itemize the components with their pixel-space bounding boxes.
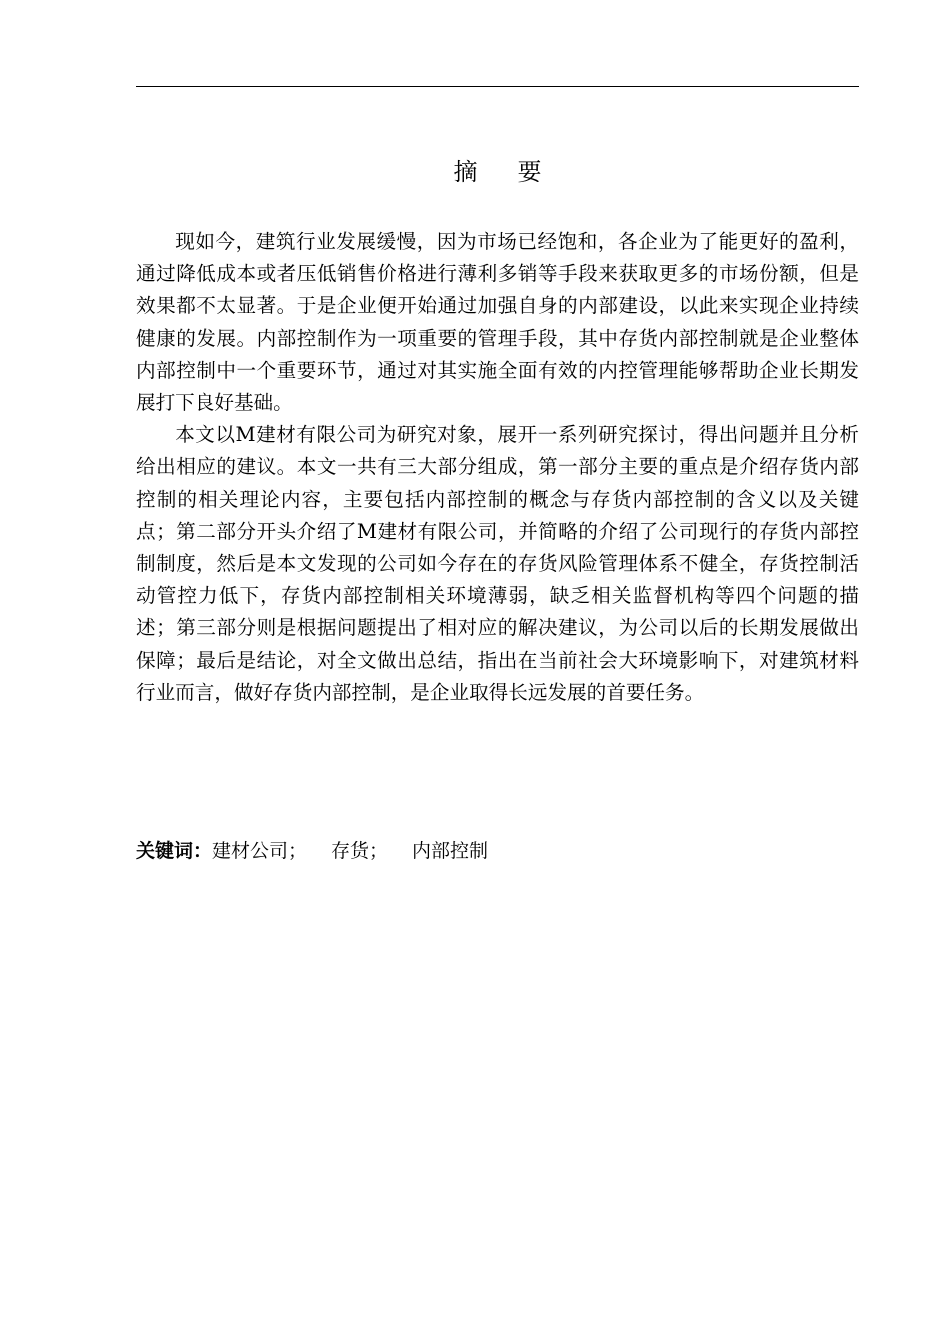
abstract-body [136, 226, 859, 709]
abstract-paragraph-1: 现如今，建筑行业发展缓慢，因为市场已经饱和，各企业为了能更好的盈利，通过降低成本或者压低销售价格进行薄利多销等手段来获取更多的市场份额，但是效果都不太显著。于是企业便开始通过加强自身的内部建设，以此来实现企业持续健康的发展。内部控制作为一项重要的管理手段，其中存货内部控制就是企业整体内部控制中一个重要环节，通过对其实施全面有效的内控管理能够帮助企业长期发展打下良好基础。 [136, 230, 859, 415]
keyword-item: 存货； [331, 840, 389, 862]
header-rule [136, 86, 859, 87]
keywords-line [136, 835, 859, 867]
page-title [136, 156, 859, 188]
title-char-1: 摘 [453, 158, 478, 186]
keyword-item: 建材公司； [212, 840, 308, 862]
abstract-paragraph-2: 本文以M建材有限公司为研究对象，展开一系列研究探讨，得出问题并且分析给出相应的建议。本文一共有三大部分组成，第一部分主要的重点是介绍存货内部控制的相关理论内容，主要包括内部控制的概念与存货内部控制的含义以及关键点；第二部分开头介绍了M建材有限公司，并简略的介绍了公司现行的存货内部控制制度，然后是本文发现的公司如今存在的存货风险管理体系不健全，存货控制活动管控力低下，存货内部控制相关环境薄弱，缺乏相关监督机构等四个问题的描述；第三部分则是根据问题提出了相对应的解决建议，为公司以后的长期发展做出保障；最后是结论，对全文做出总结，指出在当前社会大环境影响下，对建筑材料行业而言，做好存货内部控制，是企业取得长远发展的首要任务。 [136, 423, 859, 704]
title-char-2: 要 [517, 158, 542, 186]
keyword-item: 内部控制 [412, 840, 489, 862]
keywords-label: 关键词： [136, 840, 213, 862]
